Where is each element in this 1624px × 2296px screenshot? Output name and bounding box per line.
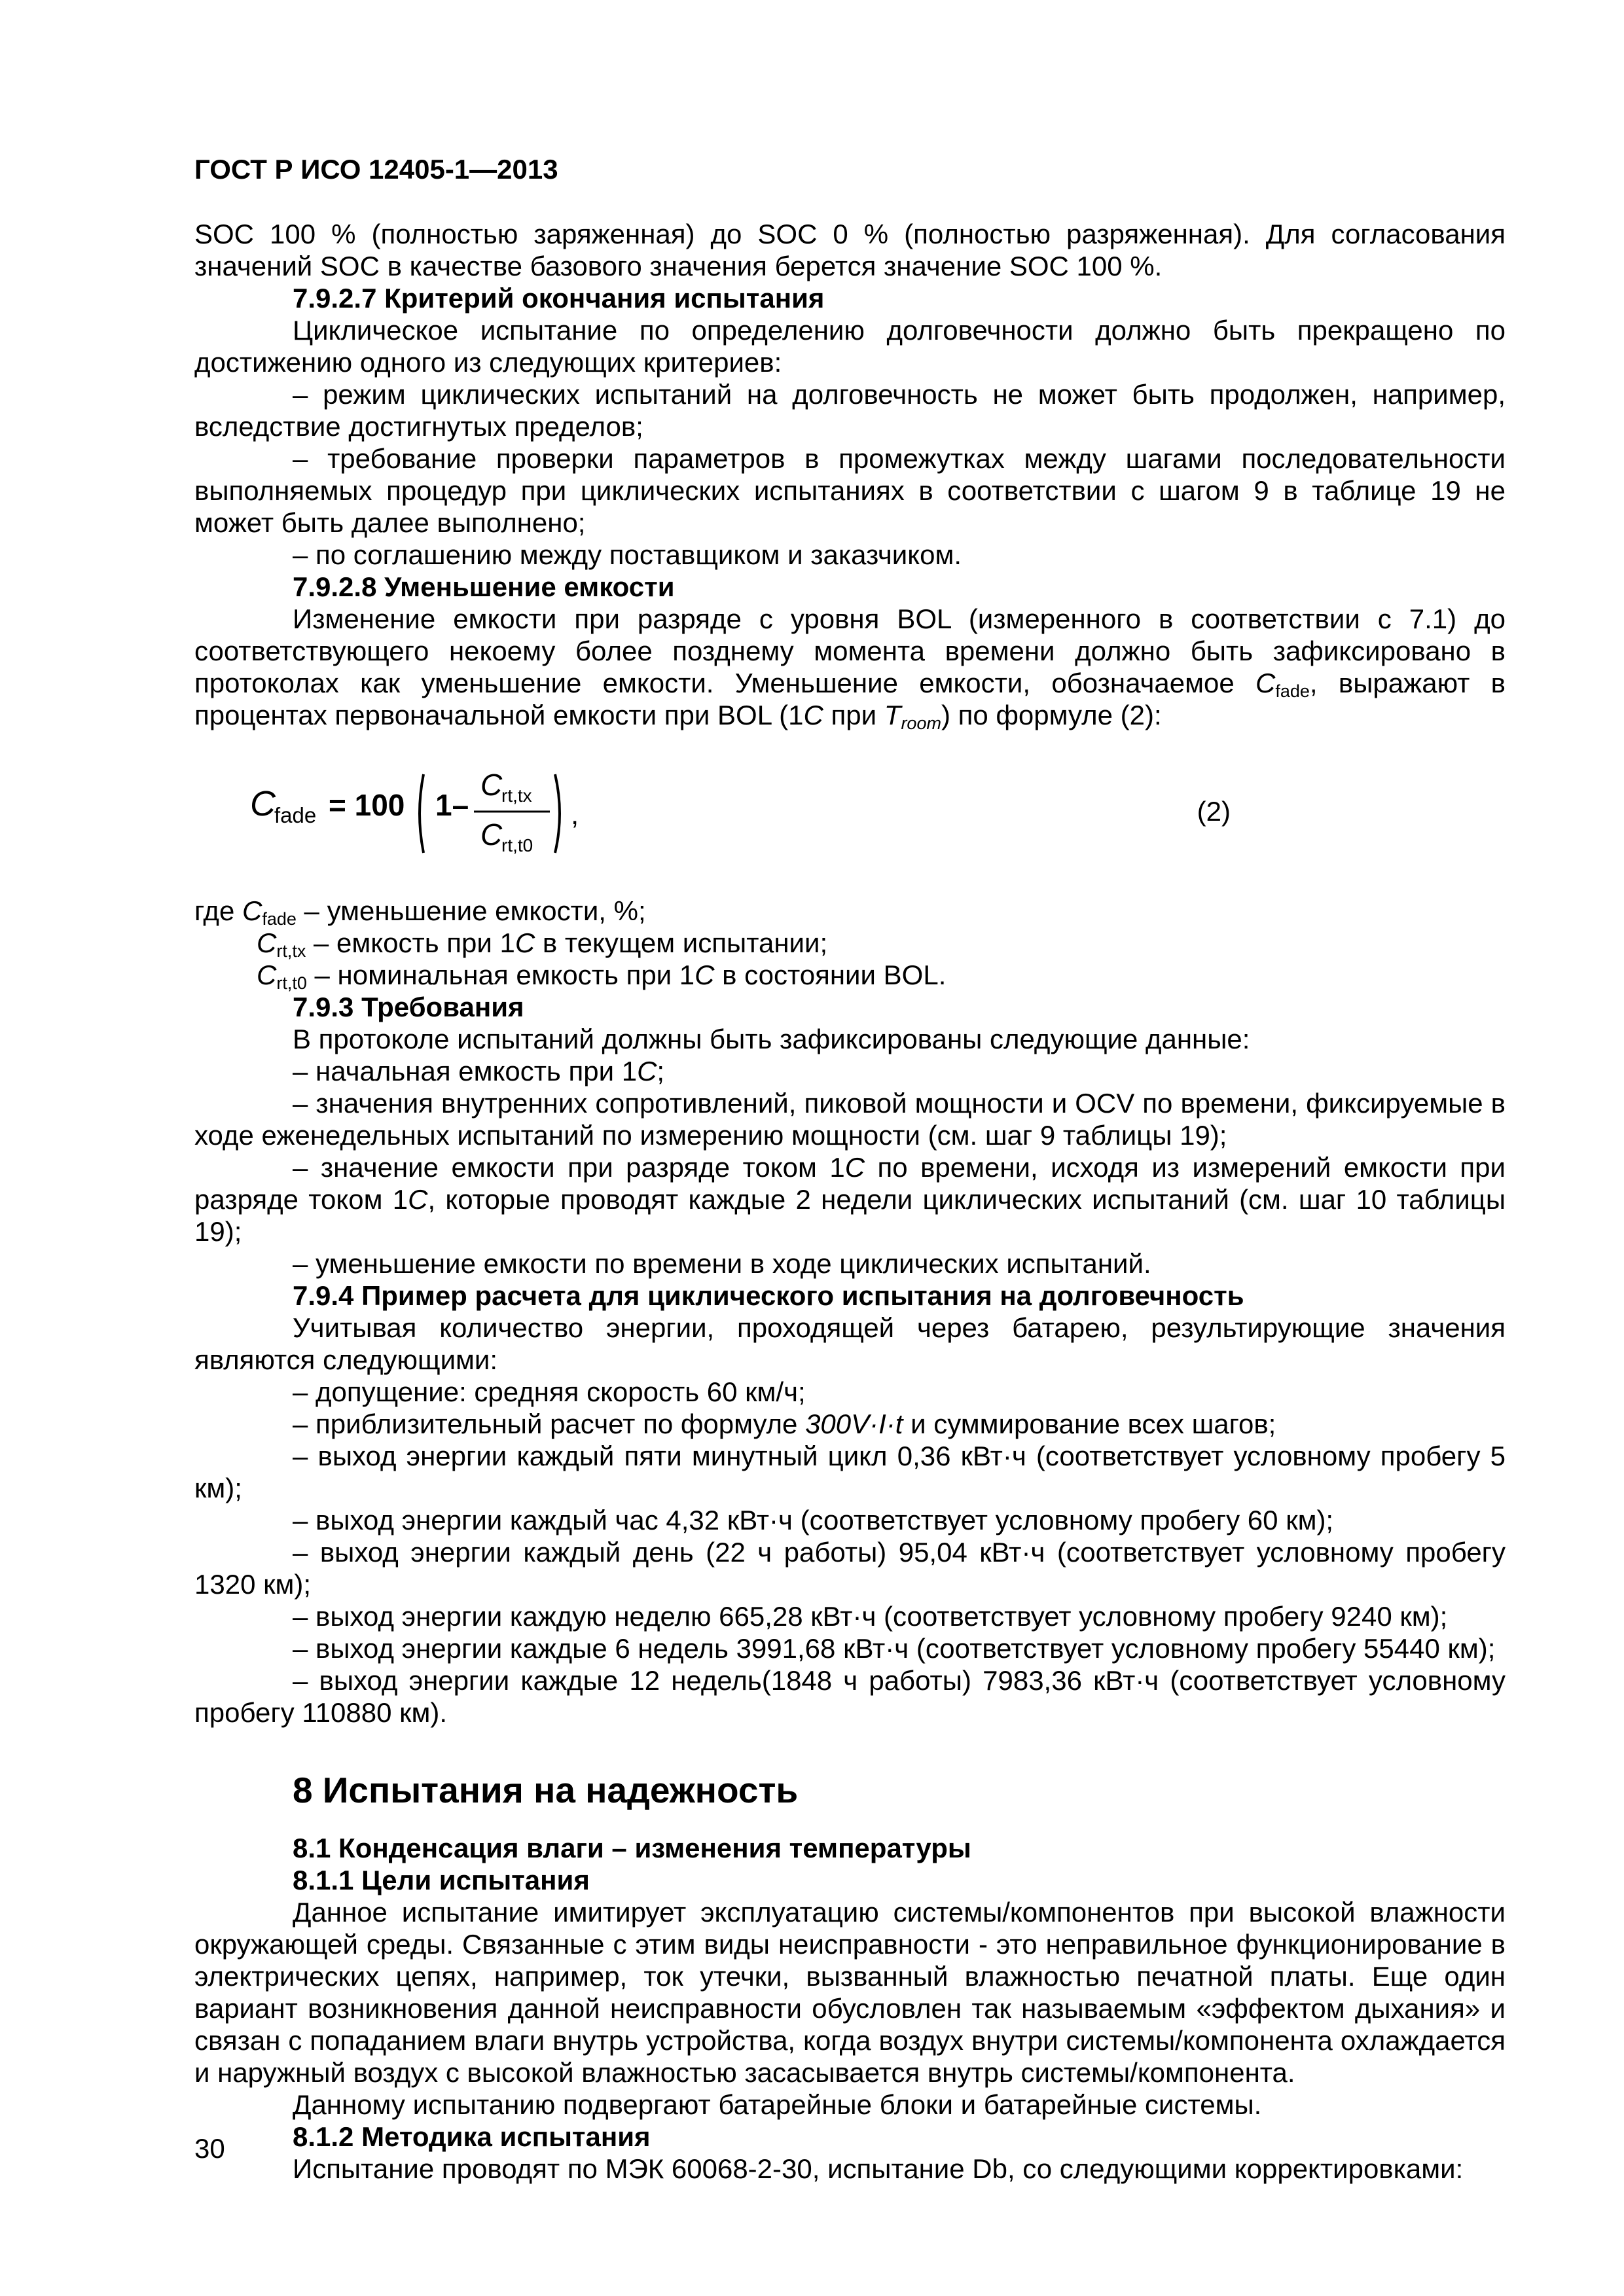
heading-794: 7.9.4 Пример расчета для циклического испытания на долговечность: [293, 1280, 1244, 1311]
heading-811: 8.1.1 Цели испытания: [293, 1865, 590, 1895]
bullet-794-6: – выход энергии каждую неделю 665,28 кВт·ч (соответствует условному пробегу 9240 км);: [293, 1601, 1448, 1632]
paragraph-794: Учитывая количество энергии, проходящей через батарею, результирующие значения являются следующими:: [194, 1312, 1506, 1375]
formula-denominator-symbol: C: [480, 817, 503, 852]
formula-one-minus: 1–: [435, 788, 469, 822]
formula-lhs-symbol: C: [250, 784, 276, 823]
intro-paragraph: SOC 100 % (полностью заряженная) до SOC 0 % (полностью разряженная). Для согласования значений SOC в качестве базового значения берется значение SOC 100 %.: [194, 219, 1506, 281]
formula-numerator-subscript: rt,tx: [501, 785, 532, 806]
left-paren: [420, 774, 424, 853]
bullet-794-2: – приблизительный расчет по формуле 300V·I·t и суммирование всех шагов;: [293, 1408, 1276, 1439]
bullet-7927-1: – режим циклических испытаний на долговечность не может быть продолжен, например, вследствие достигнутых пределов;: [194, 379, 1506, 442]
formula-lhs-subscript: fade: [274, 803, 317, 827]
bullet-794-3: – выход энергии каждый пяти минутный цикл 0,36 кВт·ч (соответствует условному пробегу 5 км);: [194, 1441, 1506, 1503]
section-8-title: 8 Испытания на надежность: [293, 1770, 799, 1810]
heading-81: 8.1 Конденсация влаги – изменения температуры: [293, 1833, 971, 1863]
where-line-1: где $C_{fade}$ – уменьшение емкости, %;: [194, 895, 646, 929]
bullet-794-4: – выход энергии каждый час 4,32 кВт·ч (соответствует условному пробегу 60 км);: [293, 1505, 1334, 1535]
paragraph-793: В протоколе испытаний должны быть зафиксированы следующие данные:: [293, 1024, 1250, 1054]
bullet-7927-2: – требование проверки параметров в промежутках между шагами последовательности выполняемых процедур при циклических испытаниях в соответствии с шагом 9 в таблице 19 не может быть далее выполнено;: [194, 443, 1506, 538]
formula-equals-100: = 100: [329, 788, 405, 822]
bullet-794-8: – выход энергии каждые 12 недель(1848 ч работы) 7983,36 кВт·ч (соответствует условному пробегу 110880 км).: [194, 1665, 1506, 1728]
bullet-793-1: – начальная емкость при 1C;: [293, 1056, 665, 1086]
heading-7928: 7.9.2.8 Уменьшение емкости: [293, 571, 675, 602]
bullet-794-1: – допущение: средняя скорость 60 км/ч;: [293, 1376, 806, 1407]
formula-comma: ,: [571, 798, 579, 831]
paragraph-811-2: Данному испытанию подвергают батарейные блоки и батарейные системы.: [293, 2089, 1262, 2120]
where-line-3: $C_{rt,t0}$ – номинальная емкость при 1C в состоянии BOL.: [257, 960, 947, 993]
page-body: [194, 218, 1506, 2185]
formula-denominator-subscript: rt,t0: [501, 835, 533, 855]
bullet-793-2: – значения внутренних сопротивлений, пиковой мощности и OCV по времени, фиксируемые в ходе еженедельных испытаний по измерению мощности (см. шаг 9 таблицы 19);: [194, 1088, 1506, 1151]
where-line-2: $C_{rt,tx}$ – емкость при 1C в текущем испытании;: [257, 927, 828, 961]
heading-812: 8.1.2 Методика испытания: [293, 2121, 651, 2152]
standard-header: ГОСТ Р ИСО 12405-1—2013: [194, 154, 558, 185]
heading-7927: 7.9.2.7 Критерий окончания испытания: [293, 283, 825, 314]
formula-2: [194, 740, 1506, 891]
paragraph-811-1: Данное испытание имитирует эксплуатацию системы/компонентов при высокой влажности окружающей среды. Связанные с этим виды неисправности - это неправильное функционирование в электрических цепях, например, ток утечки, вызванный влажностью печатной платы. Еще один вариант возникновения данной неисправности обусловлен так называемым «эффектом дыхания» и связан с попаданием влаги внутрь устройства, когда воздух внутри системы/компонента охлаждается и наружный воздух с высокой влажностью засасывается внутрь системы/компонента.: [194, 1897, 1506, 2088]
bullet-794-5: – выход энергии каждый день (22 ч работы) 95,04 кВт·ч (соответствует условному пробегу 1320 км);: [194, 1537, 1506, 1600]
paragraph-7928: Изменение емкости при разряде с уровня BOL (измеренного в соответствии с 7.1) до соответствующего некоему более позднему момента времени должно быть зафиксировано в протоколах как уменьшение емкости. Уменьшение емкости, обозначаемое $C_{fade}$, выражают в процентах первоначальной емкости при BOL (1C при $T_{room}$) по формуле (2):: [194, 603, 1506, 733]
capacity-fade-formula: [250, 740, 617, 891]
paragraph-7927: Циклическое испытание по определению долговечности должно быть прекращено по достижению одного из следующих критериев:: [194, 315, 1506, 378]
page-number: 30: [194, 2133, 225, 2164]
bullet-794-7: – выход энергии каждые 6 недель 3991,68 кВт·ч (соответствует условному пробегу 55440 км);: [293, 1633, 1496, 1664]
right-paren: [555, 774, 560, 853]
bullet-793-3: – значение емкости при разряде током 1C по времени, исходя из измерений емкости при разряде током 1C, которые проводят каждые 2 недели циклических испытаний (см. шаг 10 таблицы 19);: [194, 1152, 1506, 1247]
paragraph-812: Испытание проводят по МЭК 60068-2-30, испытание Db, со следующими корректировками:: [293, 2153, 1464, 2184]
formula-numerator-symbol: C: [480, 768, 503, 802]
equation-number: (2): [1197, 796, 1231, 827]
heading-793: 7.9.3 Требования: [293, 992, 524, 1022]
bullet-793-4: – уменьшение емкости по времени в ходе циклических испытаний.: [293, 1248, 1151, 1279]
bullet-7927-3: – по соглашению между поставщиком и заказчиком.: [293, 539, 962, 570]
